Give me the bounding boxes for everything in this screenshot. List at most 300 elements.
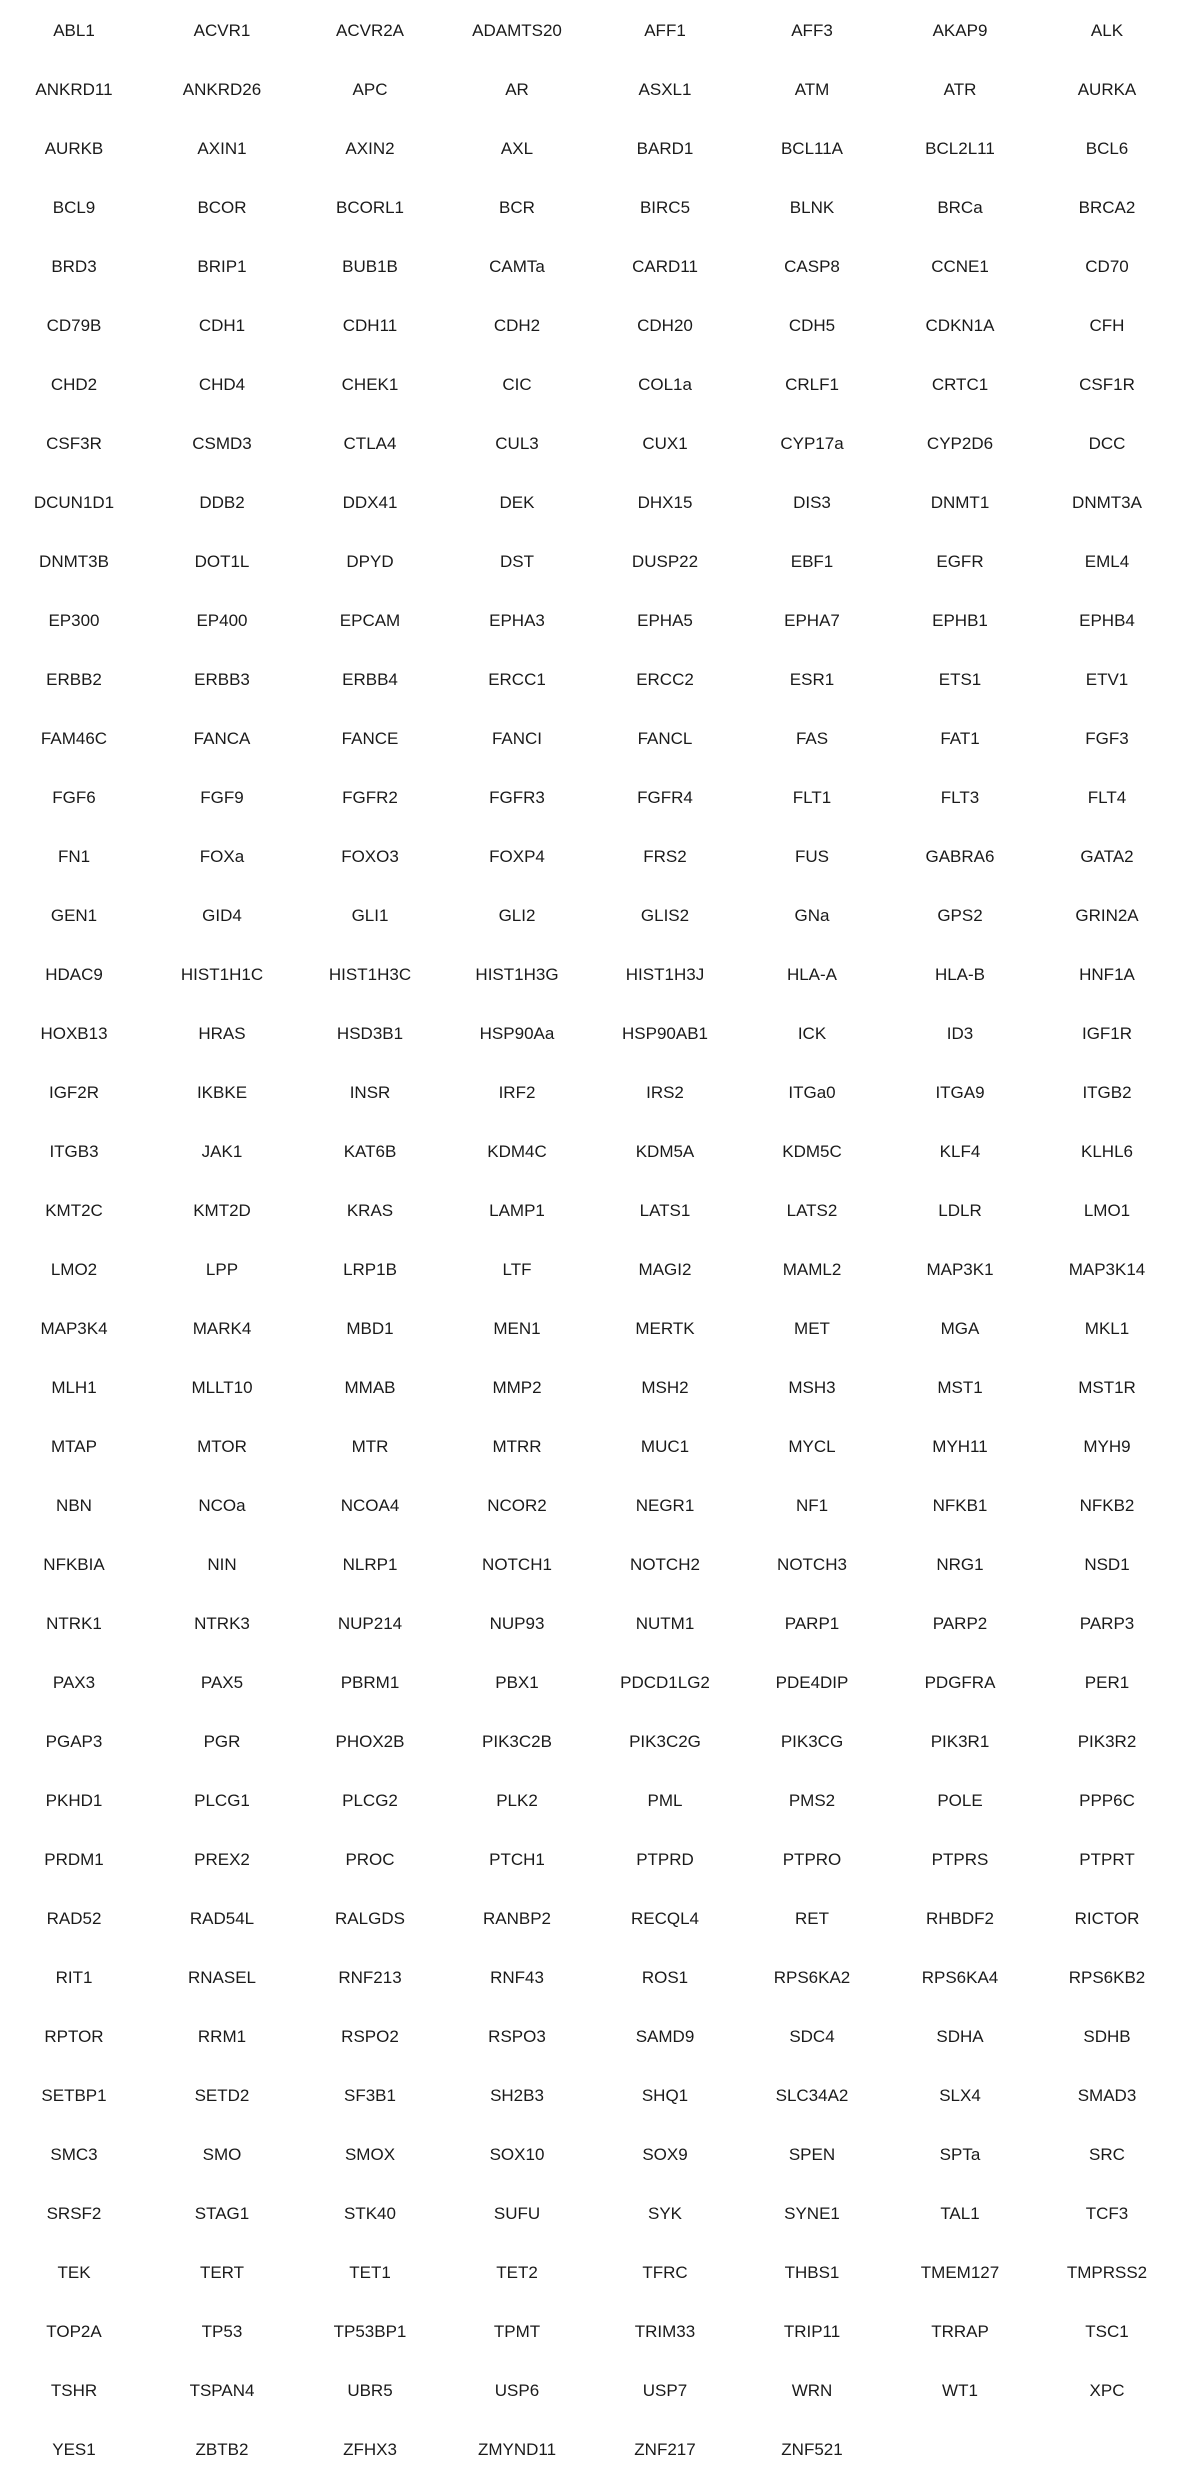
gene-cell: KDM4C <box>487 1142 547 1161</box>
gene-cell: GLIS2 <box>640 906 690 925</box>
gene-cell: RECQL4 <box>630 1909 700 1928</box>
gene-cell: LAMP1 <box>489 1201 545 1220</box>
gene-cell: LPP <box>205 1260 239 1279</box>
gene-cell: PARP3 <box>1079 1614 1135 1633</box>
gene-cell: EBF1 <box>790 552 834 571</box>
gene-cell: MTR <box>351 1437 389 1456</box>
gene-cell: RNASEL <box>187 1968 257 1987</box>
gene-cell: FAS <box>795 729 829 748</box>
gene-cell: LATS1 <box>639 1201 691 1220</box>
gene-cell: DOT1L <box>194 552 250 571</box>
gene-cell: ADAMTS20 <box>472 21 562 40</box>
gene-cell: PARP1 <box>784 1614 840 1633</box>
gene-cell: CDH5 <box>788 316 836 335</box>
gene-cell: DEK <box>499 493 535 512</box>
gene-cell: CDH11 <box>342 316 398 335</box>
gene-cell: CUL3 <box>495 434 539 453</box>
gene-cell: SPTa <box>939 2145 981 2164</box>
gene-cell: MMP2 <box>492 1378 542 1397</box>
gene-cell: TRIM33 <box>634 2322 696 2341</box>
gene-cell: CARD11 <box>632 257 698 276</box>
gene-cell: LATS2 <box>786 1201 838 1220</box>
gene-cell: STK40 <box>344 2204 396 2223</box>
gene-cell: PML <box>647 1791 683 1810</box>
gene-cell: APC <box>352 80 388 99</box>
gene-cell: CDH2 <box>493 316 541 335</box>
gene-cell: PKHD1 <box>45 1791 103 1810</box>
gene-cell: TP53BP1 <box>333 2322 407 2341</box>
gene-cell: GID4 <box>202 906 242 925</box>
gene-cell: HDAC9 <box>45 965 103 984</box>
gene-cell: IRF2 <box>498 1083 536 1102</box>
gene-cell: RANBP2 <box>482 1909 552 1928</box>
gene-cell: PDGFRA <box>924 1673 996 1692</box>
gene-cell: LTF <box>502 1260 532 1279</box>
gene-cell: SOX10 <box>489 2145 545 2164</box>
gene-cell: ERBB3 <box>194 670 250 689</box>
gene-cell: PRDM1 <box>44 1850 104 1869</box>
gene-cell: GABRA6 <box>925 847 995 866</box>
gene-cell: DCUN1D1 <box>33 493 115 512</box>
gene-cell: FGF6 <box>52 788 96 807</box>
gene-cell: FOXa <box>199 847 245 866</box>
gene-cell: MLH1 <box>51 1378 97 1397</box>
gene-cell: TSHR <box>50 2381 98 2400</box>
gene-cell: SUFU <box>493 2204 541 2223</box>
gene-cell: UBR5 <box>347 2381 393 2400</box>
gene-cell: FOXO3 <box>341 847 399 866</box>
gene-cell: ID3 <box>946 1024 974 1043</box>
gene-cell: CSMD3 <box>192 434 252 453</box>
gene-cell: PAX3 <box>52 1673 96 1692</box>
gene-cell: NTRK3 <box>194 1614 250 1633</box>
gene-cell: NIN <box>207 1555 237 1574</box>
gene-cell: MSH2 <box>641 1378 689 1397</box>
gene-cell: MAML2 <box>782 1260 842 1279</box>
gene-cell: TERT <box>199 2263 245 2282</box>
gene-cell: FGF3 <box>1085 729 1129 748</box>
gene-cell: PLK2 <box>496 1791 538 1810</box>
gene-cell: MYH9 <box>1083 1437 1131 1456</box>
gene-cell: XPC <box>1089 2381 1125 2400</box>
gene-cell: PTPRD <box>636 1850 694 1869</box>
gene-cell: CAMTa <box>489 257 545 276</box>
gene-cell: EPHA3 <box>489 611 545 630</box>
gene-cell: AURKB <box>44 139 104 158</box>
gene-cell: KDM5C <box>782 1142 842 1161</box>
gene-cell: SMO <box>202 2145 242 2164</box>
gene-cell: RHBDF2 <box>925 1909 994 1928</box>
gene-cell: AURKA <box>1077 80 1137 99</box>
gene-cell: MET <box>794 1319 830 1338</box>
gene-cell: BCL6 <box>1085 139 1129 158</box>
gene-cell: TET2 <box>496 2263 538 2282</box>
gene-cell: RALGDS <box>335 1909 405 1928</box>
gene-cell: KLHL6 <box>1081 1142 1133 1161</box>
gene-cell: GATA2 <box>1080 847 1134 866</box>
gene-cell: NBN <box>56 1496 92 1515</box>
gene-cell: KDM5A <box>635 1142 695 1161</box>
gene-cell: FLT1 <box>792 788 832 807</box>
gene-cell: RPS6KA4 <box>921 1968 999 1987</box>
gene-cell: ITGB3 <box>49 1142 99 1161</box>
gene-cell: AKAP9 <box>932 21 988 40</box>
gene-cell: CIC <box>502 375 532 394</box>
gene-cell: DCC <box>1088 434 1126 453</box>
gene-cell: PIK3C2G <box>629 1732 701 1751</box>
gene-cell: SDC4 <box>789 2027 835 2046</box>
gene-cell: GEN1 <box>50 906 98 925</box>
gene-cell: NFKBIA <box>43 1555 105 1574</box>
gene-cell: ROS1 <box>641 1968 689 1987</box>
gene-cell: PGAP3 <box>45 1732 103 1751</box>
gene-cell: DDX41 <box>342 493 398 512</box>
gene-cell: NLRP1 <box>342 1555 398 1574</box>
gene-cell: HIST1H1C <box>180 965 264 984</box>
gene-cell: ACVR1 <box>193 21 251 40</box>
gene-cell: DNMT3A <box>1072 493 1142 512</box>
gene-cell: ETS1 <box>938 670 982 689</box>
gene-cell: TP53 <box>201 2322 243 2341</box>
gene-cell: EML4 <box>1084 552 1130 571</box>
gene-cell: DUSP22 <box>631 552 699 571</box>
gene-cell: MYCL <box>788 1437 836 1456</box>
gene-cell: MGA <box>940 1319 980 1338</box>
gene-cell: NUP93 <box>489 1614 545 1633</box>
gene-cell: NUTM1 <box>635 1614 695 1633</box>
gene-cell: DNMT3B <box>39 552 109 571</box>
gene-cell: HSP90AB1 <box>622 1024 708 1043</box>
gene-cell: FAM46C <box>40 729 108 748</box>
gene-cell: TMEM127 <box>920 2263 1000 2282</box>
gene-cell: HLA-A <box>786 965 838 984</box>
gene-cell: BLNK <box>789 198 835 217</box>
gene-cell: AXIN2 <box>345 139 395 158</box>
gene-cell: TSPAN4 <box>189 2381 255 2400</box>
gene-cell: HIST1H3G <box>475 965 559 984</box>
gene-cell: USP6 <box>494 2381 540 2400</box>
gene-cell: MTRR <box>492 1437 542 1456</box>
gene-cell: PIK3R2 <box>1077 1732 1137 1751</box>
gene-cell: THBS1 <box>784 2263 840 2282</box>
gene-cell: JAK1 <box>201 1142 243 1161</box>
gene-cell: CDH1 <box>198 316 246 335</box>
gene-cell: ETV1 <box>1085 670 1129 689</box>
gene-cell: SHQ1 <box>641 2086 689 2105</box>
gene-cell: PGR <box>203 1732 241 1751</box>
gene-cell: POLE <box>937 1791 983 1810</box>
gene-cell: MEN1 <box>493 1319 541 1338</box>
gene-cell: ZMYND11 <box>477 2440 557 2459</box>
gene-cell: EPHA7 <box>784 611 840 630</box>
gene-cell: TOP2A <box>46 2322 102 2341</box>
gene-cell: TEK <box>57 2263 91 2282</box>
gene-cell: ANKRD26 <box>182 80 262 99</box>
gene-cell: TPMT <box>493 2322 541 2341</box>
gene-cell: MTAP <box>51 1437 97 1456</box>
gene-cell: BUB1B <box>342 257 398 276</box>
gene-cell: CHD4 <box>198 375 246 394</box>
gene-cell: BCORL1 <box>335 198 405 217</box>
gene-cell: TRRAP <box>931 2322 989 2341</box>
gene-cell: EPCAM <box>339 611 401 630</box>
gene-cell: FAT1 <box>940 729 980 748</box>
gene-cell: SAMD9 <box>635 2027 695 2046</box>
gene-cell: EP400 <box>196 611 248 630</box>
gene-cell: STAG1 <box>194 2204 250 2223</box>
gene-cell: CHEK1 <box>341 375 399 394</box>
gene-cell: PBX1 <box>495 1673 539 1692</box>
gene-cell: HNF1A <box>1079 965 1135 984</box>
gene-cell: HIST1H3C <box>328 965 412 984</box>
gene-cell: HRAS <box>198 1024 246 1043</box>
gene-cell: PAX5 <box>200 1673 244 1692</box>
gene-cell: ZNF217 <box>634 2440 696 2459</box>
gene-cell: EGFR <box>936 552 984 571</box>
gene-cell: HLA-B <box>934 965 986 984</box>
gene-cell: FRS2 <box>643 847 687 866</box>
gene-cell: PBRM1 <box>340 1673 400 1692</box>
gene-cell: PTPRT <box>1079 1850 1135 1869</box>
gene-cell: MAP3K4 <box>40 1319 108 1338</box>
gene-cell: ZNF521 <box>781 2440 843 2459</box>
gene-cell: GPS2 <box>937 906 983 925</box>
gene-cell: CD70 <box>1085 257 1129 276</box>
gene-cell: ERBB2 <box>46 670 102 689</box>
gene-cell: FN1 <box>57 847 91 866</box>
gene-cell: NOTCH3 <box>777 1555 847 1574</box>
gene-cell: CSF3R <box>46 434 102 453</box>
gene-cell: SYNE1 <box>784 2204 840 2223</box>
gene-cell: FGFR4 <box>637 788 693 807</box>
gene-cell: NFKB2 <box>1079 1496 1135 1515</box>
gene-cell: AFF1 <box>644 21 686 40</box>
gene-cell: SF3B1 <box>344 2086 396 2105</box>
gene-cell: PTPRS <box>931 1850 989 1869</box>
gene-cell: HSD3B1 <box>336 1024 404 1043</box>
gene-cell: NCOA4 <box>340 1496 400 1515</box>
gene-cell: DPYD <box>346 552 394 571</box>
gene-cell: IGF2R <box>48 1083 100 1102</box>
gene-cell: ACVR2A <box>335 21 405 40</box>
gene-cell: MUC1 <box>640 1437 690 1456</box>
gene-cell: PREX2 <box>194 1850 250 1869</box>
gene-cell: NOTCH2 <box>630 1555 700 1574</box>
gene-cell: COL1a <box>638 375 692 394</box>
gene-cell: TSC1 <box>1085 2322 1129 2341</box>
gene-cell: PER1 <box>1084 1673 1130 1692</box>
gene-cell: PDE4DIP <box>775 1673 849 1692</box>
gene-cell: ATR <box>943 80 977 99</box>
gene-cell: BRCA2 <box>1078 198 1136 217</box>
gene-cell: PDCD1LG2 <box>620 1673 710 1692</box>
gene-cell: EPHB4 <box>1079 611 1135 630</box>
gene-cell: ASXL1 <box>638 80 692 99</box>
gene-cell: DIS3 <box>793 493 831 512</box>
gene-cell: MLLT10 <box>191 1378 253 1397</box>
gene-cell: NRG1 <box>936 1555 984 1574</box>
gene-cell: DDB2 <box>199 493 245 512</box>
gene-cell: PLCG1 <box>194 1791 250 1810</box>
gene-cell: RICTOR <box>1074 1909 1140 1928</box>
gene-cell: RIT1 <box>55 1968 93 1987</box>
gene-cell: BRIP1 <box>197 257 247 276</box>
gene-cell: MST1 <box>937 1378 983 1397</box>
gene-cell: KLF4 <box>939 1142 981 1161</box>
gene-cell: RAD52 <box>46 1909 102 1928</box>
gene-cell: LRP1B <box>343 1260 397 1279</box>
gene-cell: SOX9 <box>642 2145 688 2164</box>
gene-cell: ICK <box>797 1024 827 1043</box>
gene-cell: IGF1R <box>1081 1024 1133 1043</box>
gene-cell: CHD2 <box>50 375 98 394</box>
gene-cell: IKBKE <box>196 1083 248 1102</box>
gene-cell: BRCa <box>937 198 983 217</box>
gene-cell: NSD1 <box>1084 1555 1130 1574</box>
gene-cell: FUS <box>795 847 829 866</box>
gene-cell: PARP2 <box>932 1614 988 1633</box>
gene-cell: HIST1H3J <box>625 965 705 984</box>
gene-cell: ERCC2 <box>636 670 694 689</box>
gene-cell: NOTCH1 <box>482 1555 552 1574</box>
gene-cell: BCL9 <box>52 198 96 217</box>
gene-cell: RPS6KA2 <box>773 1968 851 1987</box>
gene-cell: ALK <box>1090 21 1124 40</box>
gene-cell: KRAS <box>346 1201 394 1220</box>
gene-cell: EPHA5 <box>637 611 693 630</box>
gene-cell: CDH20 <box>637 316 693 335</box>
gene-cell: SETBP1 <box>41 2086 107 2105</box>
gene-cell: RSPO3 <box>488 2027 546 2046</box>
gene-cell: FOXP4 <box>489 847 545 866</box>
gene-cell: NCOR2 <box>487 1496 547 1515</box>
gene-cell: AR <box>505 80 529 99</box>
gene-cell: CRLF1 <box>785 375 839 394</box>
gene-cell: EPHB1 <box>932 611 988 630</box>
gene-cell: PTPRO <box>782 1850 842 1869</box>
gene-cell: SRC <box>1089 2145 1125 2164</box>
gene-cell: SH2B3 <box>490 2086 544 2105</box>
gene-cell: NUP214 <box>337 1614 403 1633</box>
gene-cell: CDKN1A <box>925 316 995 335</box>
gene-cell: SLC34A2 <box>775 2086 849 2105</box>
gene-cell: CSF1R <box>1079 375 1135 394</box>
gene-cell: PTCH1 <box>489 1850 545 1869</box>
gene-cell: AXL <box>500 139 534 158</box>
gene-cell: BIRC5 <box>639 198 691 217</box>
gene-cell: BCL2L11 <box>925 139 995 158</box>
gene-cell: IRS2 <box>646 1083 684 1102</box>
gene-cell: RAD54L <box>189 1909 255 1928</box>
gene-cell: NTRK1 <box>46 1614 102 1633</box>
gene-cell: LDLR <box>938 1201 982 1220</box>
gene-cell: USP7 <box>642 2381 688 2400</box>
gene-cell: ZBTB2 <box>195 2440 249 2459</box>
gene-cell: CRTC1 <box>931 375 989 394</box>
gene-cell: SYK <box>647 2204 683 2223</box>
gene-cell: MBD1 <box>346 1319 394 1338</box>
gene-cell: MAP3K14 <box>1068 1260 1146 1279</box>
gene-cell: KMT2D <box>193 1201 251 1220</box>
gene-cell: BARD1 <box>636 139 694 158</box>
gene-cell: TAL1 <box>940 2204 980 2223</box>
gene-cell: MYH11 <box>932 1437 988 1456</box>
gene-cell: MAGI2 <box>638 1260 692 1279</box>
gene-cell: NF1 <box>795 1496 829 1515</box>
gene-cell: PIK3R1 <box>930 1732 990 1751</box>
gene-cell: ITGB2 <box>1082 1083 1132 1102</box>
gene-cell: PIK3C2B <box>482 1732 552 1751</box>
gene-cell: BRD3 <box>51 257 97 276</box>
gene-cell: KAT6B <box>343 1142 397 1161</box>
gene-cell: PLCG2 <box>342 1791 398 1810</box>
gene-cell: MKL1 <box>1084 1319 1130 1338</box>
gene-cell: SLX4 <box>939 2086 981 2105</box>
gene-cell: CTLA4 <box>343 434 397 453</box>
gene-cell: RNF43 <box>490 1968 544 1987</box>
gene-cell: CASP8 <box>784 257 840 276</box>
gene-cell: MERTK <box>635 1319 695 1338</box>
gene-cell: RSPO2 <box>341 2027 399 2046</box>
gene-cell: RPTOR <box>44 2027 104 2046</box>
gene-cell: SRSF2 <box>46 2204 102 2223</box>
gene-cell: MAP3K1 <box>926 1260 994 1279</box>
gene-cell: CD79B <box>46 316 102 335</box>
gene-cell: ANKRD11 <box>35 80 113 99</box>
gene-cell: SMC3 <box>50 2145 98 2164</box>
gene-cell: BCL11A <box>780 139 844 158</box>
gene-cell: AFF3 <box>791 21 833 40</box>
gene-cell: DST <box>500 552 534 571</box>
gene-cell: TET1 <box>349 2263 391 2282</box>
gene-cell: KMT2C <box>45 1201 103 1220</box>
gene-cell: NFKB1 <box>932 1496 988 1515</box>
gene-cell: FGFR3 <box>489 788 545 807</box>
gene-cell: ITGa0 <box>788 1083 836 1102</box>
gene-cell: GLI1 <box>351 906 389 925</box>
gene-cell: ITGA9 <box>935 1083 985 1102</box>
gene-cell: CUX1 <box>642 434 688 453</box>
gene-cell: CYP17a <box>780 434 844 453</box>
gene-cell: ABL1 <box>53 21 95 40</box>
gene-cell: EP300 <box>48 611 100 630</box>
gene-cell: ZFHX3 <box>343 2440 397 2459</box>
gene-cell: SPEN <box>788 2145 836 2164</box>
gene-cell: PIK3CG <box>780 1732 844 1751</box>
gene-cell: FANCL <box>637 729 693 748</box>
gene-cell: RRM1 <box>197 2027 247 2046</box>
gene-cell: MTOR <box>197 1437 247 1456</box>
gene-cell: FGFR2 <box>342 788 398 807</box>
gene-cell: RET <box>795 1909 829 1928</box>
gene-cell: MARK4 <box>192 1319 252 1338</box>
gene-cell: MST1R <box>1078 1378 1136 1397</box>
gene-cell: SETD2 <box>194 2086 250 2105</box>
gene-cell: DHX15 <box>637 493 693 512</box>
gene-cell: SMAD3 <box>1077 2086 1137 2105</box>
gene-cell: PPP6C <box>1079 1791 1135 1810</box>
gene-cell: AXIN1 <box>197 139 247 158</box>
gene-cell: HOXB13 <box>40 1024 108 1043</box>
gene-cell: ERCC1 <box>488 670 546 689</box>
gene-cell: SMOX <box>344 2145 396 2164</box>
gene-cell: WT1 <box>942 2381 978 2400</box>
gene-cell: RNF213 <box>338 1968 402 1987</box>
gene-cell: TMPRSS2 <box>1066 2263 1148 2282</box>
gene-cell: CYP2D6 <box>926 434 994 453</box>
gene-cell: GLI2 <box>498 906 536 925</box>
gene-cell: FANCI <box>491 729 543 748</box>
